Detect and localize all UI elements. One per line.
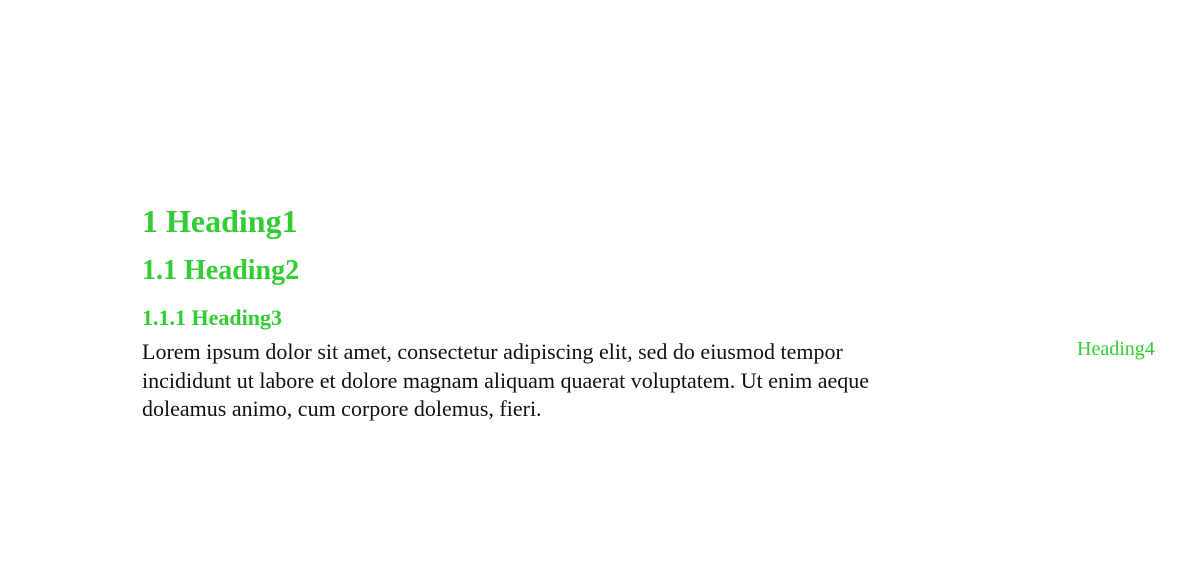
paragraph-line: Lorem ipsum dolor sit amet, consectetur adipiscing elit, sed do eiusmod tempor: [142, 339, 843, 364]
subsection-heading: 1.1 Heading2: [142, 255, 300, 286]
paragraph-line: doleamus animo, cum corpore dolemus, fieri.: [142, 396, 542, 421]
body-paragraph: [142, 338, 922, 424]
paragraph-line: incididunt ut labore et dolore magnam aliquam quaerat voluptatem. Ut enim aeque: [142, 367, 869, 393]
section-heading: 1 Heading1: [142, 203, 298, 239]
margin-heading: Heading4: [1077, 338, 1155, 360]
subsubsection-heading: 1.1.1 Heading3: [142, 305, 282, 330]
